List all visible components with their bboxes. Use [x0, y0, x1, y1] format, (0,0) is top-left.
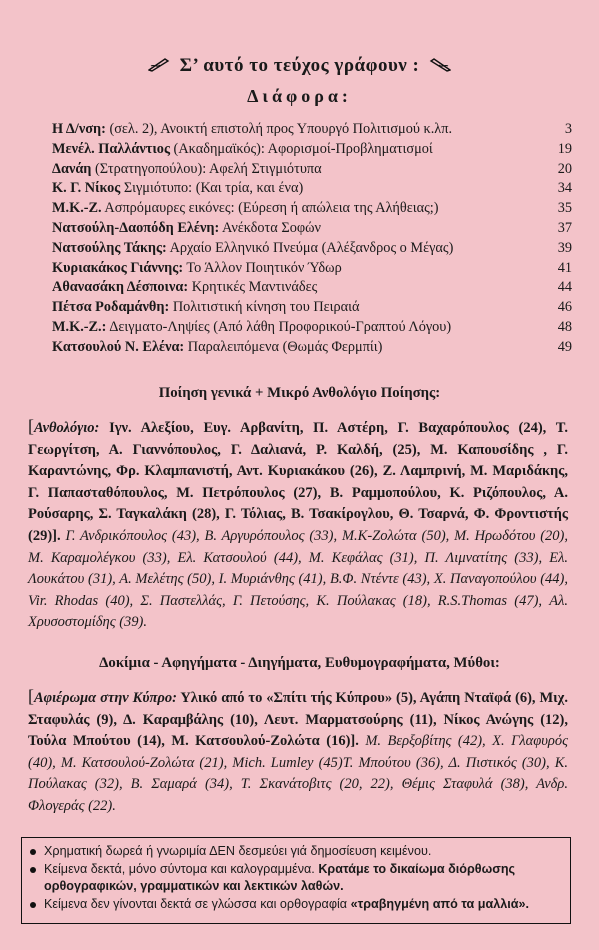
toc-page-number: 44: [557, 279, 572, 296]
toc-title: Παραλειπόμενα (Θωμάς Φερμπίι): [184, 338, 383, 355]
note-text: Κείμενα δεκτά, μόνο σύντομα και καλογραμμένα.: [44, 861, 319, 876]
note-text-emphasis: Κρατάμε το δικαίωμα διόρθωσης ορθογραφικών, γραμματικών και λεκτικών λαθών.: [44, 861, 516, 893]
submission-notes-box: [21, 837, 571, 924]
note-text: Κείμενα δεν γίνονται δεκτά σε γλώσσα και ορθογραφία: [44, 896, 351, 911]
poetry-section-heading: Ποίηση γενικά + Μικρό Ανθολόγιο Ποίησης:: [158, 385, 441, 401]
close-bracket: ].: [350, 733, 359, 750]
toc-author: Κυριακάκος Γιάννης:: [52, 259, 184, 276]
bullet-icon: [30, 902, 36, 908]
note-item: [30, 843, 562, 861]
toc-title: Κρητικές Μαντινάδες: [188, 279, 318, 296]
section-title-miscellaneous: Διάφορα:: [247, 86, 352, 106]
bullet-icon: [30, 867, 36, 873]
toc-entry: [52, 298, 572, 318]
toc-author: Νατσούλης Τάκης:: [52, 239, 167, 256]
toc-author: Κ. Γ. Νίκος: [52, 180, 121, 197]
cyprus-tribute-label: Αφιέρωμα στην Κύπρο:: [34, 690, 177, 706]
toc-author: Νατσούλη-Δαοπόδη Ελένη:: [52, 219, 220, 236]
open-bracket: [: [28, 416, 34, 436]
toc-page-number: 35: [557, 200, 572, 217]
note-item: [30, 896, 562, 914]
note-text-emphasis: «τραβηγμένη από τα μαλλιά».: [350, 896, 529, 911]
toc-entry: [52, 199, 572, 219]
toc-entry: [52, 338, 572, 358]
toc-title: Δειγματο-Ληψίες (Από λάθη Προφορικού-Γραπτού Λόγου): [106, 318, 452, 335]
toc-page-number: 20: [557, 160, 572, 177]
toc-entry: [52, 120, 572, 140]
note-text: Χρηματική δωρεά ή γνωριμία ΔΕΝ δεσμεύει γιά δημοσίευση κειμένου.: [44, 844, 432, 858]
toc-page-number: 3: [564, 121, 572, 137]
table-of-contents: [52, 120, 572, 358]
contents-title-text: Σ’ αυτό το τεύχος γράφουν :: [179, 55, 420, 76]
toc-author: Μ.Κ.-Ζ.: [52, 200, 102, 217]
toc-entry: [52, 160, 572, 180]
toc-entry: [52, 259, 572, 279]
anthology-contributors: Ιγν. Αλεξίου, Ευγ. Αρβανίτη, Π. Αστέρη, Γ. Βαχαρόπουλος (24), Τ. Γεωργίτση, Α. Γιαννόπουλος, Γ. Δαλιανά, Ρ. Καλδή, (25), Μ. Καπουσίδης , Γ. Καραντώνης, Φρ. Κλαμπανιστή, Αντ. Κυριακάκου (26), Ζ. Λαμπρινή, Μ. Μαριδάκης, Γ. Παπασταθόπουλος, Μ. Πετρόπουλος (27), Β. Ραμμοπούλου, Κ. Ριζόπουλος, Α. Ρούσαρης, Σ. Ταγκαλάκη (28), Γ. Τόλιας, Β. Τσακίρογλου, Θ. Τσαρνά, Φ. Φροντιστής (29): [28, 420, 568, 544]
toc-author: Η Δ/νση:: [52, 121, 106, 137]
contents-title: [0, 55, 599, 77]
toc-page-number: 49: [557, 338, 572, 355]
toc-title: Ανέκδοτα Σοφών: [219, 219, 321, 236]
poetry-contributors: [28, 416, 568, 634]
close-bracket: ].: [52, 527, 61, 544]
bullet-icon: [30, 849, 36, 855]
toc-page-number: 37: [557, 219, 572, 236]
toc-entry: [52, 219, 572, 239]
toc-title: Το Άλλον Ποιητικόν Ύδωρ: [183, 259, 342, 276]
poetry-other-contributors: Γ. Ανδρικόπουλος (43), Β. Αργυρόπουλος (33), Μ.Κ-Ζολώτα (50), Μ. Ηρωδότου (20), Μ. Καραμολέγκου (33), Ελ. Κατσουλού (44), Μ. Κεφάλας (31), Π. Λιμνατίτης (33), Ελ. Λουκάτου (31), Α. Μελέτης (50), Ι. Μυριάνθης (41), Β.Φ. Ντέντε (43), Χ. Παναγοπούλου (44), Vir. Rhodas (40), Σ. Παστελλάς, Γ. Πετούσης, Κ. Πούλακας (18), R.S.Thomas (47), Αλ. Χρυσοστομίδης (39).: [28, 527, 568, 631]
toc-title: Σιγμιότυπο: (Και τρία, και ένα): [120, 180, 304, 197]
note-item: [30, 861, 562, 896]
toc-title: (σελ. 2), Ανοικτή επιστολή προς Υπουργό Πολιτισμού κ.λπ.: [105, 121, 453, 137]
toc-entry: [52, 318, 572, 338]
toc-entry: [52, 179, 572, 199]
toc-entry: [52, 239, 572, 259]
toc-author: Αθανασάκη Δέσποινα:: [52, 279, 189, 296]
toc-title: Ασπρόμαυρες εικόνες: (Εύρεση ή απώλεια της Αλήθειας;): [101, 200, 439, 217]
toc-title: Πολιτιστική κίνηση του Πειραιά: [169, 299, 360, 316]
essays-other-contributors: Μ. Βερξοβίτης (42), Χ. Γλαφυρός (40), Μ. Κατσουλού-Ζολώτα (21), Mich. Lumley (45)Τ. Μπούτου (36), Δ. Πιστικός (30), Κ. Πούλακας (32), Β. Σαμαρά (34), Τ. Σκανάτοβιτς (20, 22), Θέμις Σταφυλά (38), Ανδρ. Φλογεράς (22).: [28, 733, 568, 814]
toc-author: Μενέλ. Παλλάντιος: [52, 140, 170, 157]
toc-entry: [52, 140, 572, 160]
toc-page-number: 34: [557, 180, 572, 197]
cyprus-tribute-contributors: Υλικό από το «Σπίτι τής Κύπρου» (5), Αγάπη Νταϊφά (6), Μιχ. Σταφυλάς (9), Δ. Καραμβάλης (10), Λευτ. Μαρματσούρης (11), Νίκος Ανώγης (12), Τούλα Μπούτου (14), Μ. Κατσουλού-Ζολώτα (16): [28, 690, 568, 750]
essays-section-heading: Δοκίμια - Αφηγήματα - Διηγήματα, Ευθυμογραφήματα, Μύθοι:: [99, 655, 500, 671]
toc-page-number: 19: [557, 140, 572, 157]
toc-page-number: 48: [557, 318, 572, 335]
toc-entry: [52, 278, 572, 298]
essays-contributors: [28, 686, 568, 818]
toc-author: Δανάη: [52, 160, 92, 177]
toc-page-number: 46: [557, 299, 572, 316]
toc-author: Πέτσα Ροδαμάνθη:: [52, 299, 170, 316]
open-bracket: [: [28, 686, 34, 706]
toc-title: (Στρατηγοπούλου): Αφελή Στιγμιότυπα: [91, 160, 322, 177]
toc-author: Κατσουλού Ν. Ελένα:: [52, 338, 185, 355]
toc-author: Μ.Κ.-Ζ.:: [52, 318, 107, 335]
pen-writing-icon: [429, 56, 451, 72]
toc-title: (Ακαδημαϊκός): Αφορισμοί-Προβληματισμοί: [169, 140, 433, 157]
pen-writing-icon: [148, 56, 170, 72]
toc-page-number: 41: [557, 259, 572, 276]
toc-page-number: 39: [557, 239, 572, 256]
anthology-label: Ανθολόγιο:: [34, 420, 100, 436]
toc-title: Αρχαίο Ελληνικό Πνεύμα (Αλέξανδρος ο Μέγας): [166, 239, 454, 256]
